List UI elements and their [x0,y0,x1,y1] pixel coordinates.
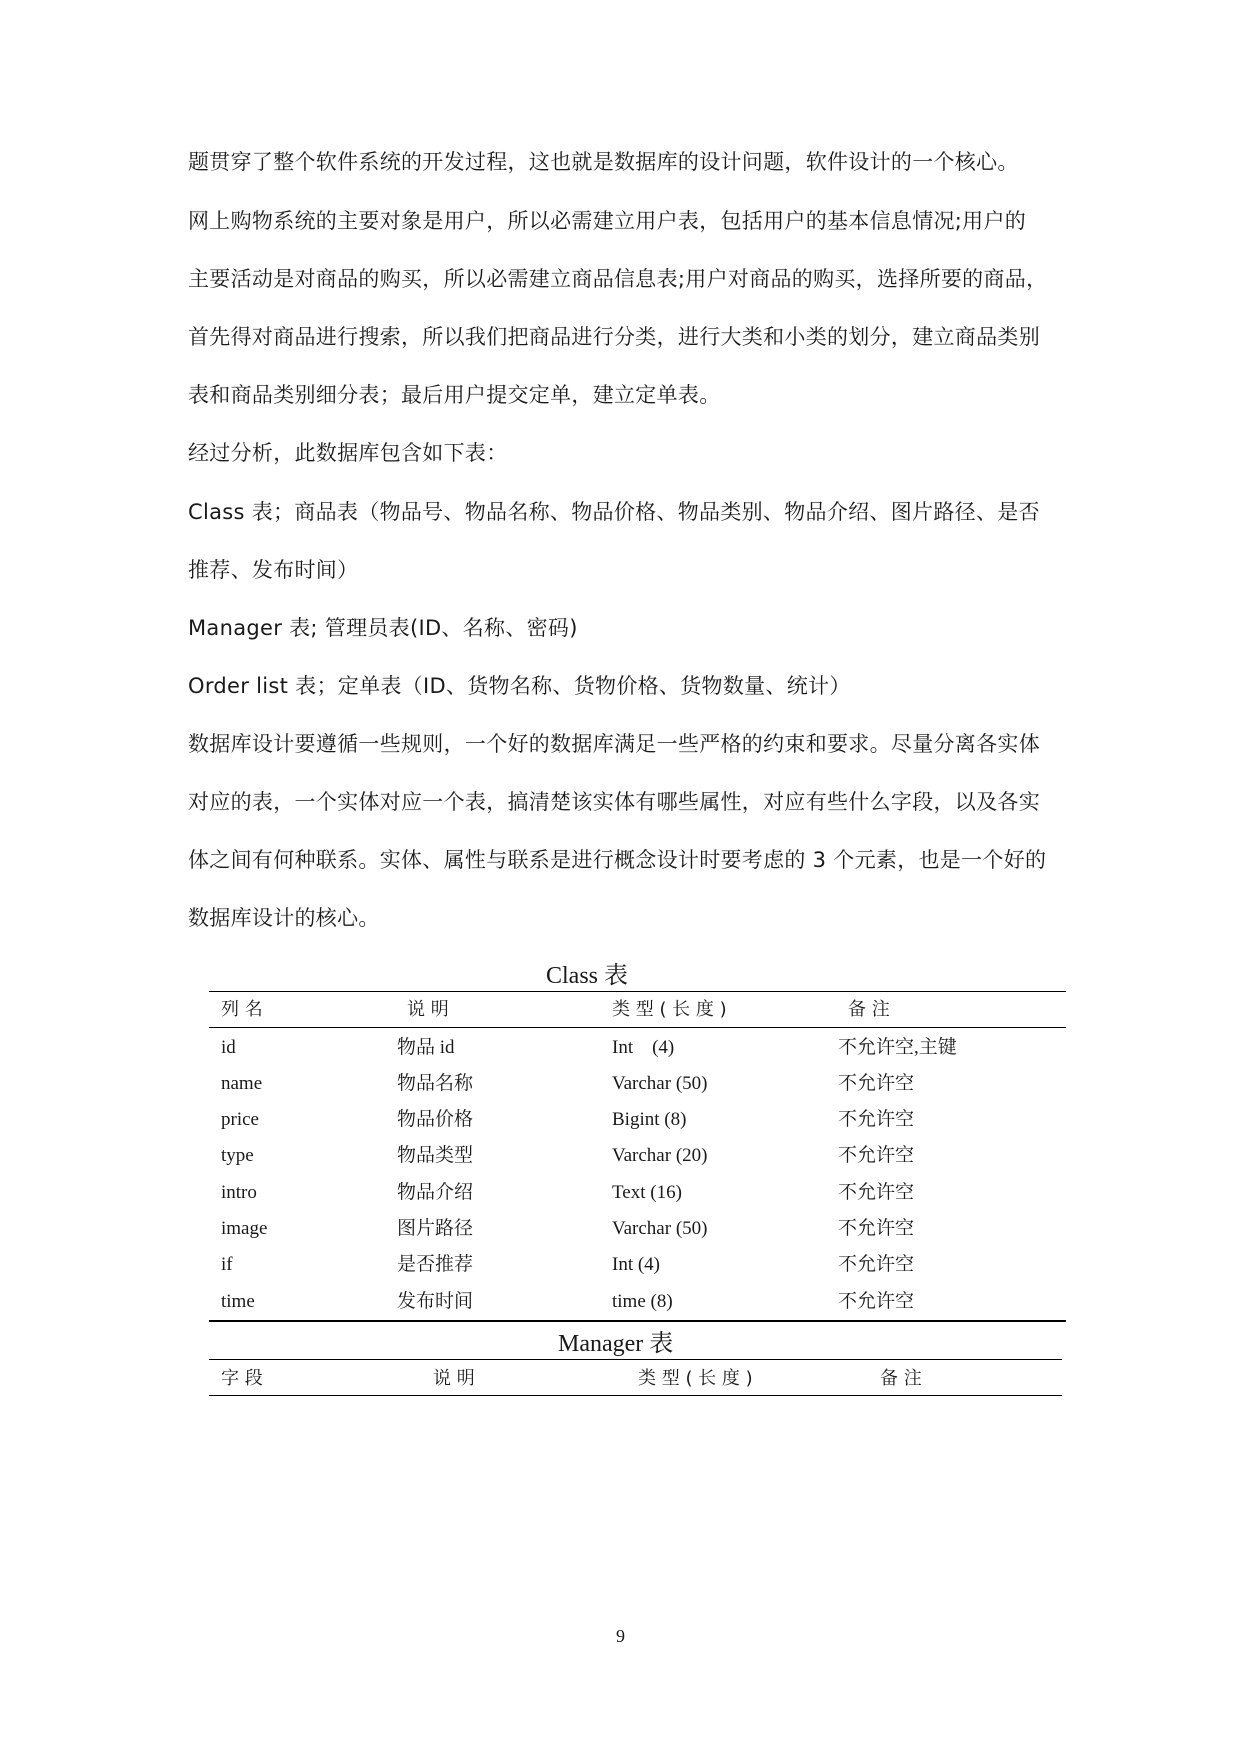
column-header: 字 段 [221,1368,263,1389]
table-cell: Varchar (50) [612,1073,708,1094]
table-cell: Int (4) [612,1037,675,1058]
table-top-rule [209,991,1066,992]
paragraph-line: Class 表；商品表（物品号、物品名称、物品价格、物品类别、物品介绍、图片路径、是否 [188,500,1040,524]
table-cell: 物品介绍 [397,1182,474,1203]
table-cell: Varchar (50) [612,1218,708,1239]
table-cell: type [221,1145,254,1166]
paragraph-line: 网上购物系统的主要对象是用户，所以必需建立用户表，包括用户的基本信息情况;用户的 [188,209,1027,233]
table-cell: image [221,1218,268,1239]
paragraph-line: Manager 表; 管理员表(ID、名称、密码) [188,616,578,640]
table-cell: 不允许空 [838,1109,915,1130]
table-cell: intro [221,1182,257,1203]
paragraph-line: 对应的表，一个实体对应一个表，搞清楚该实体有哪些属性，对应有些什么字段，以及各实 [188,790,1040,814]
table-cell: time [221,1291,255,1312]
paragraph-line: 经过分析，此数据库包含如下表： [188,441,508,465]
table-cell: if [221,1254,233,1275]
table-cell: 图片路径 [397,1218,474,1239]
table-cell: 物品类型 [397,1145,474,1166]
page-number: 9 [616,1626,625,1646]
table-cell: Text (16) [612,1182,682,1203]
manager-table-caption: Manager 表 [558,1331,674,1357]
table-cell: Varchar (20) [612,1145,708,1166]
table-header-rule [209,1027,1066,1028]
table-cell: id [221,1037,236,1058]
table-cell: 发布时间 [397,1291,474,1312]
table-cell: name [221,1073,263,1094]
paragraph-line: 表和商品类别细分表；最后用户提交定单，建立定单表。 [188,383,721,407]
table-cell: 物品名称 [397,1073,474,1094]
table-cell: 不允许空 [838,1182,915,1203]
class-table-caption: Class 表 [546,963,629,989]
table-cell: price [221,1109,259,1130]
paragraph-line: 数据库设计的核心。 [188,906,380,930]
table-cell: 不允许空 [838,1218,915,1239]
column-header: 类 型 ( 长 度 ) [612,999,727,1020]
paragraph-line: 主要活动是对商品的购买，所以必需建立商品信息表;用户对商品的购买，选择所要的商品， [188,267,1048,291]
table-cell: 物品 id [397,1037,455,1058]
table-cell: time (8) [612,1291,673,1312]
table-cell: 是否推荐 [397,1254,474,1275]
table-cell: Int (4) [612,1254,661,1275]
table-cell: 不允许空 [838,1073,915,1094]
table-header-rule [209,1395,1062,1396]
paragraph-line: Order list 表；定单表（ID、货物名称、货物价格、货物数量、统计） [188,674,851,698]
column-header: 备 注 [848,999,890,1020]
table-cell: Bigint (8) [612,1109,687,1130]
paragraph-line: 首先得对商品进行搜索，所以我们把商品进行分类，进行大类和小类的划分，建立商品类别 [188,325,1040,349]
table-cell: 不允许空 [838,1145,915,1166]
table-cell: 不允许空,主键 [838,1037,957,1058]
paragraph-line: 体之间有何种联系。实体、属性与联系是进行概念设计时要考虑的 3 个元素，也是一个好的 [188,848,1047,872]
table-cell: 不允许空 [838,1254,915,1275]
table-top-rule [209,1359,1062,1360]
column-header: 说 明 [407,999,449,1020]
column-header: 备 注 [880,1368,922,1389]
table-bottom-rule [209,1320,1066,1322]
column-header: 类 型 ( 长 度 ) [638,1368,753,1389]
table-cell: 物品价格 [397,1109,474,1130]
column-header: 说 明 [433,1368,475,1389]
paragraph-line: 数据库设计要遵循一些规则，一个好的数据库满足一些严格的约束和要求。尽量分离各实体 [188,732,1040,756]
column-header: 列 名 [221,999,263,1020]
paragraph-line: 推荐、发布时间） [188,558,359,582]
table-cell: 不允许空 [838,1291,915,1312]
paragraph-line: 题贯穿了整个软件系统的开发过程，这也就是数据库的设计问题，软件设计的一个核心。 [188,150,1019,174]
